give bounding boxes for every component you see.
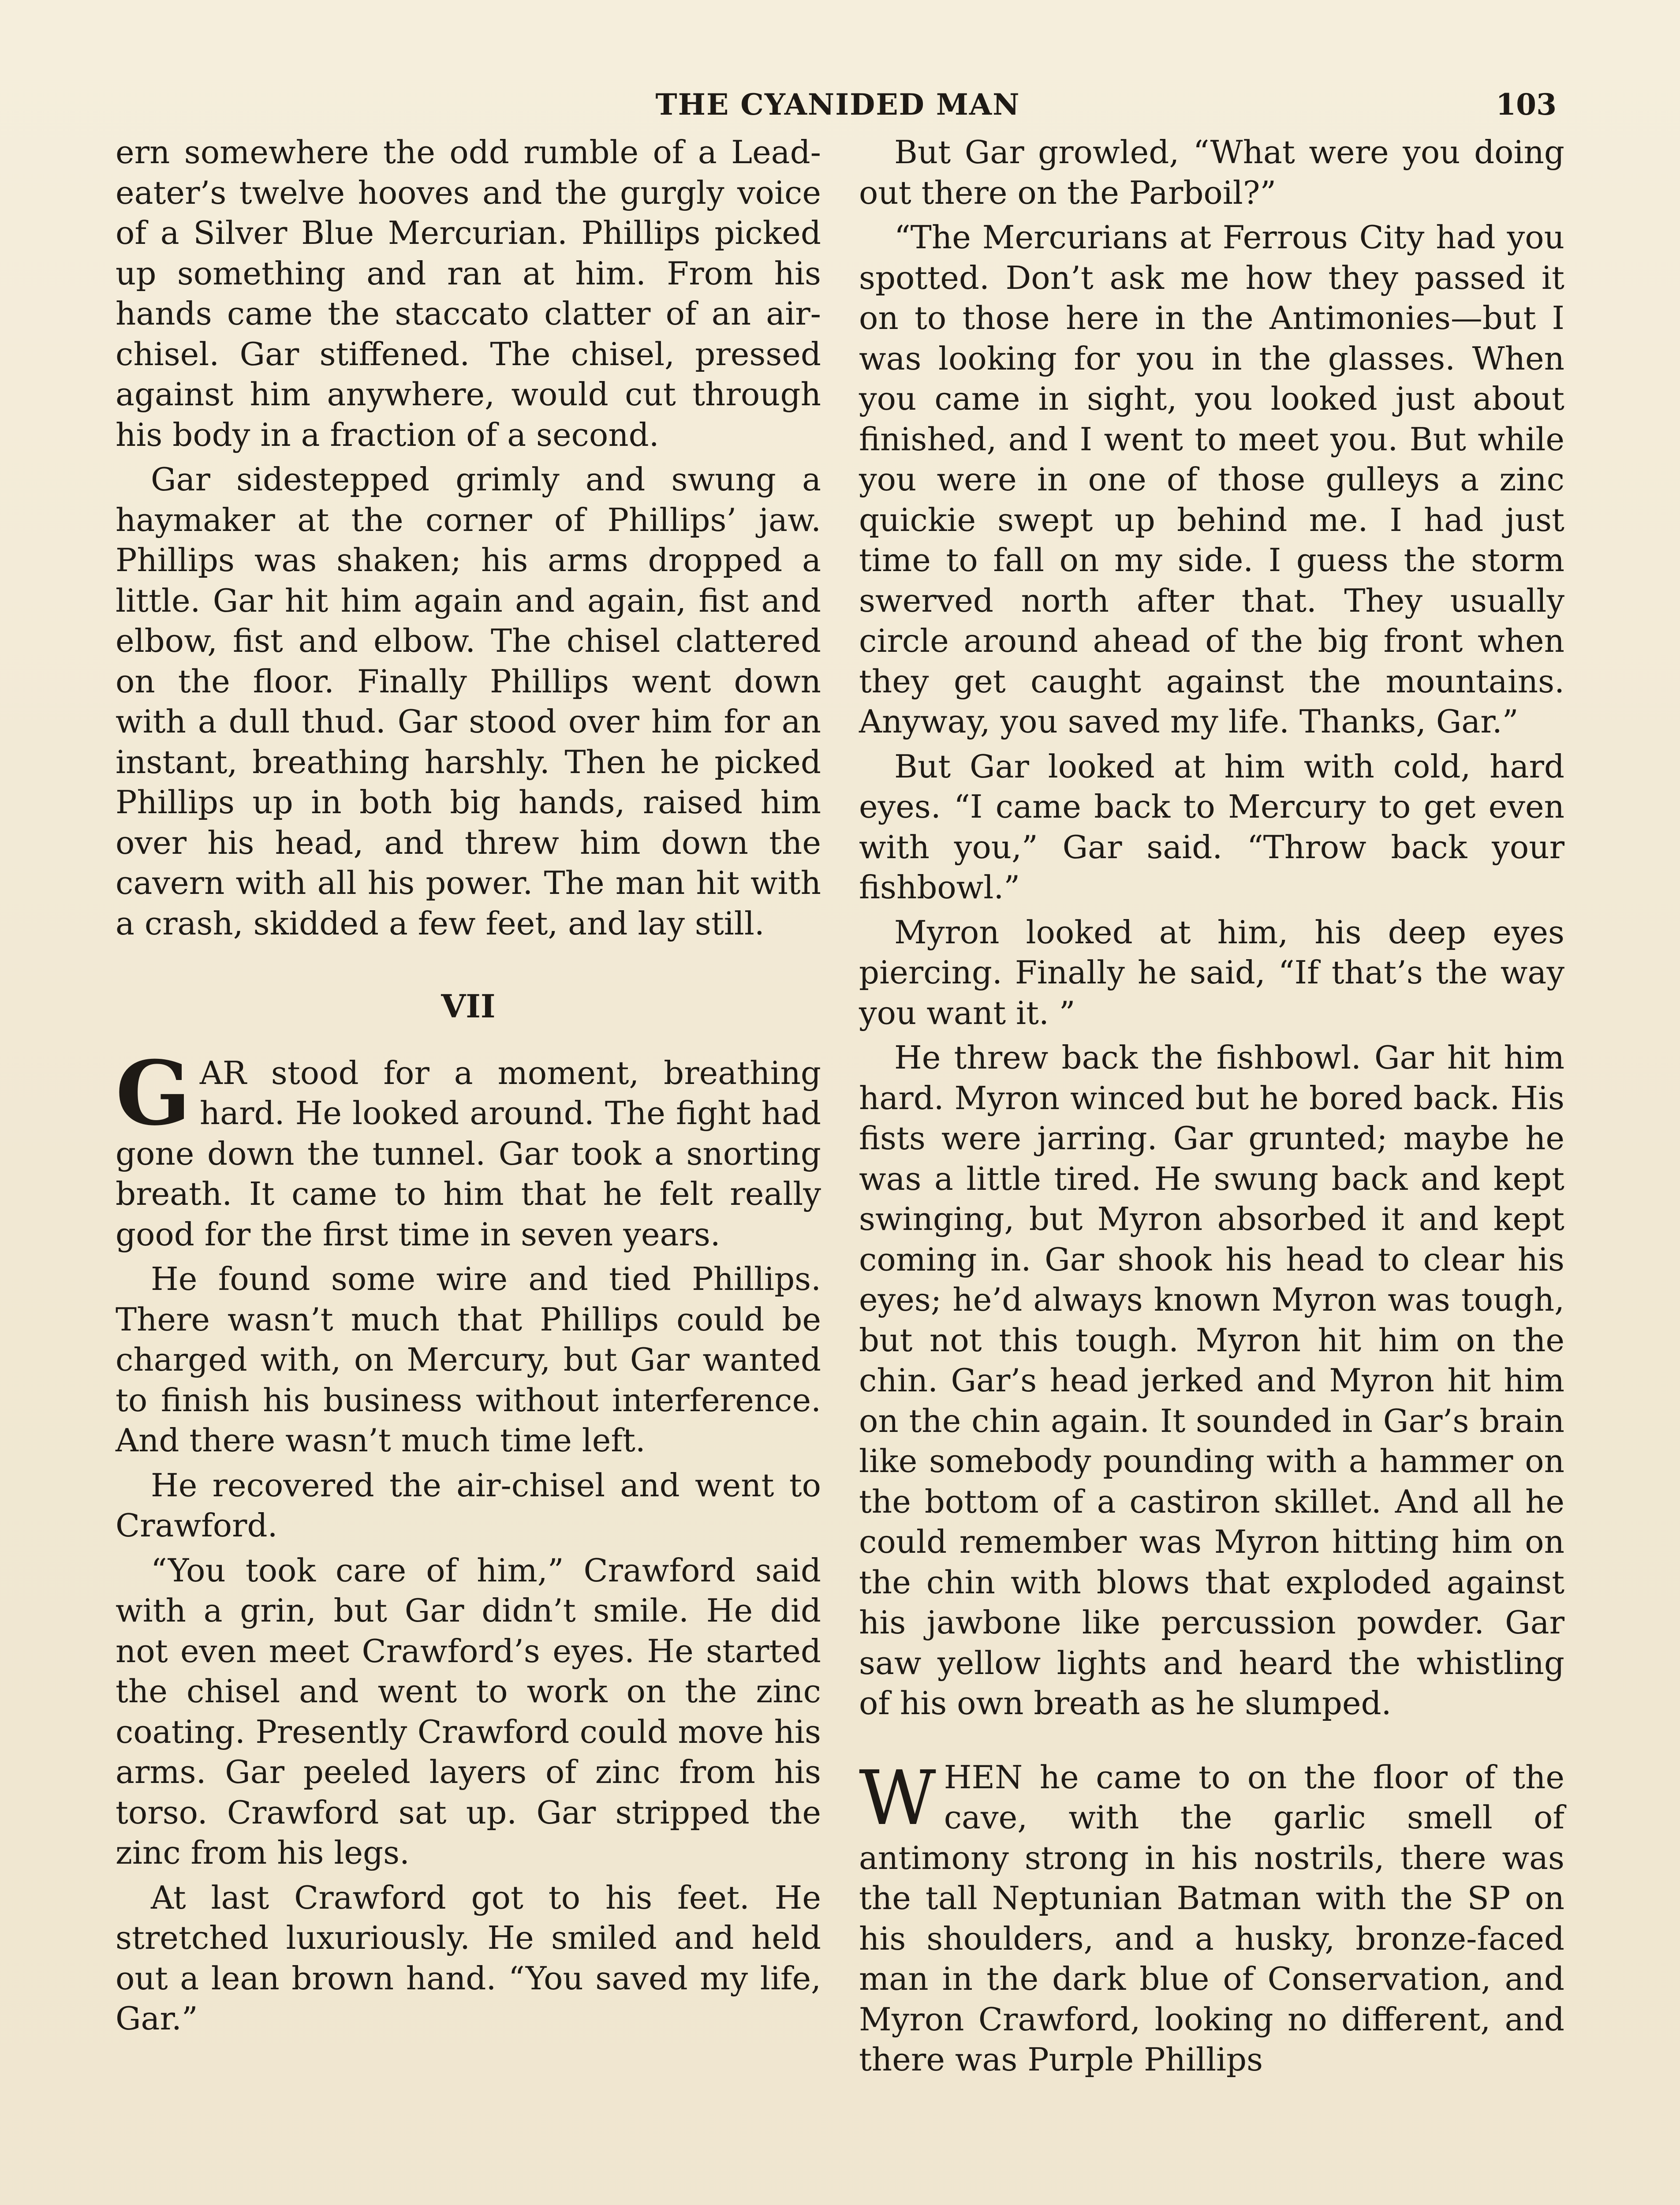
paragraph: He threw back the fishbowl. Gar hit him hard. Myron winced but he bored back. His fists were jarring. Gar grunted; maybe he was a little tired. He swung back and kept swinging, but Myron absorbed it and kept coming in. Gar shook his head to clear his eyes; he’d always known Myron was tough, but not this tough. Myron hit him on the chin. Gar’s head jerked and Myron hit him on the chin again. It sounded in Gar’s brain like somebody pounding with a hammer on the bottom of a castiron skillet. And all he could remember was Myron hitting him on the chin with blows that exploded against his jawbone like percussion powder. Gar saw yellow lights and heard the whistling of his own breath as he slumped.: [859, 1039, 1564, 1722]
paragraph-dropcap: [859, 1754, 1564, 2080]
paragraph: ern somewhere the odd rumble of a Lead-eater’s twelve hooves and the gurgly voice of a Silver Blue Mercurian. Phillips picked up something and ran at him. From his hands came the staccato clatter of an air-chisel. Gar stiffened. The chisel, pressed against him anywhere, would cut through his body in a fraction of a second.: [116, 134, 821, 453]
paragraph-text: HEN he came to on the floor of the cave, with the garlic smell of antimony strong in his nostrils, there was the tall Neptunian Batman with the SP on his shoulders, and a husky, bronze-faced man in the dark blue of Conservation, and Myron Crawford, looking no different, and there was Purple Phillips: [859, 1758, 1564, 2078]
paragraph-text: AR stood for a moment, breathing hard. He looked around. The fight had gone down the tunnel. Gar took a snorting breath. It came to him that he felt really good for the first time in seven years.: [116, 1054, 821, 1253]
paragraph: At last Crawford got to his feet. He stretched luxuriously. He smiled and held out a lean brown hand. “You saved my life, Gar.”: [116, 1879, 821, 2037]
section-break: [859, 1728, 1564, 1757]
section-number: VII: [441, 987, 496, 1025]
paragraph-dropcap: [116, 1041, 821, 1255]
paragraph: He found some wire and tied Phillips. There wasn’t much that Phillips could be charged with, on Mercury, but Gar wanted to finish his business without interference. And there wasn’t much time left.: [116, 1260, 821, 1459]
paragraph: But Gar looked at him with cold, hard eyes. “I came back to Mercury to get even with you,” Gar said. “Throw back your fishbowl.”: [859, 747, 1564, 906]
left-column: [116, 132, 821, 2044]
paragraph: “You took care of him,” Crawford said with a grin, but Gar didn’t smile. He did not even meet Crawford’s eyes. He started the chisel and went to work on the zinc coating. Presently Crawford could move his arms. Gar peeled layers of zinc from his torso. Crawford sat up. Gar stripped the zinc from his legs.: [116, 1551, 821, 1871]
paragraph: “The Mercurians at Ferrous City had you spotted. Don’t ask me how they passed it on to those here in the Antimonies—but I was looking for you in the glasses. When you came in sight, you looked just about finished, and I went to meet you. But while you were in one of those gulleys a zinc quickie swept up behind me. I had just time to fall on my side. I guess the storm swerved north after that. They usually circle around ahead of the big front when they get caught against the mountains. Anyway, you saved my life. Thanks, Gar.”: [859, 219, 1564, 740]
drop-cap: W: [859, 1754, 936, 1842]
paragraph: Myron looked at him, his deep eyes piercing. Finally he said, “If that’s the way you want it. ”: [859, 913, 1564, 1031]
paragraph: Gar sidestepped grimly and swung a haymaker at the corner of Phillips’ jaw. Phillips was shaken; his arms dropped a little. Gar hit him again and again, fist and elbow, fist and elbow. The chisel clattered on the floor. Finally Phillips went down with a dull thud. Gar stood over him for an instant, breathing harshly. Then he picked Phillips up in both big hands, raised him over his head, and threw him down the cavern with all his power. The man hit with a crash, skidded a few feet, and lay still.: [116, 461, 821, 942]
right-column: [859, 132, 1564, 2085]
paragraph: He recovered the air-chisel and went to Crawford.: [116, 1466, 821, 1544]
running-title: THE CYANIDED MAN: [655, 87, 1020, 122]
drop-cap: G: [116, 1041, 191, 1145]
page-number: 103: [1496, 87, 1557, 122]
paragraph: But Gar growled, “What were you doing out there on the Parboil?”: [859, 134, 1564, 211]
page-header: [119, 83, 1557, 131]
